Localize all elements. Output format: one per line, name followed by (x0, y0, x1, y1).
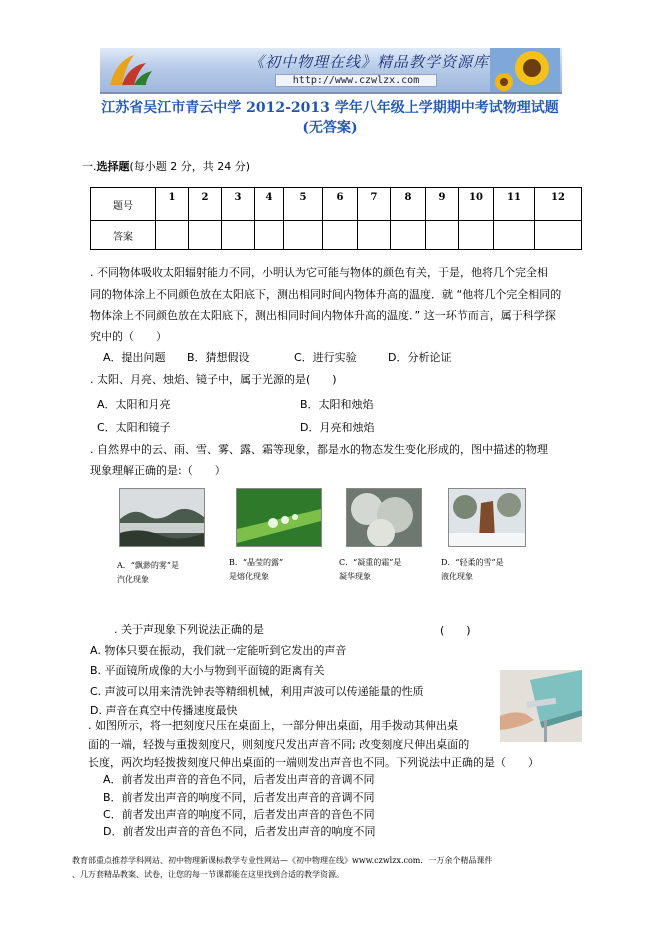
answer-cell[interactable] (255, 221, 284, 250)
answer-cell[interactable] (535, 221, 582, 250)
table-number: 10 (459, 188, 494, 221)
q4-option-a[interactable]: A. 物体只要在振动，我们就一定能听到它发出的声音 (90, 644, 347, 657)
answer-table (90, 187, 582, 250)
caption-c (339, 556, 439, 584)
table-row-answers (91, 221, 582, 250)
q4-stem: . 关于声现象下列说法正确的是 (114, 623, 264, 636)
table-head-number: 题号 (91, 188, 156, 221)
q1-option-c[interactable]: C．进行实验 (294, 351, 357, 364)
site-logo-icon (104, 51, 156, 89)
section-note: (每小题 2 分，共 24 分) (129, 160, 251, 173)
table-number: 3 (222, 188, 255, 221)
table-number: 5 (284, 188, 323, 221)
q1-option-b[interactable]: B．猜想假设 (187, 351, 250, 364)
section-prefix: 一. (82, 160, 97, 173)
answer-cell[interactable] (391, 221, 426, 250)
caption-a-line2: 汽化现象 (117, 575, 149, 584)
q4-paren: ( ) (440, 624, 471, 637)
q1-option-d[interactable]: D．分析论证 (388, 351, 452, 364)
answer-cell[interactable] (156, 221, 189, 250)
q2-option-c[interactable]: C．太阳和镜子 (97, 421, 171, 434)
table-number: 12 (535, 188, 582, 221)
answer-cell[interactable] (494, 221, 535, 250)
answer-cell[interactable] (222, 221, 255, 250)
caption-d (441, 556, 541, 584)
caption-a-line1[interactable]: A．“飘渺的雾”是 (117, 561, 179, 570)
q1-line: 究中的（ ） (90, 330, 167, 343)
table-number: 4 (255, 188, 284, 221)
caption-b (229, 556, 329, 584)
q2-option-b[interactable]: B．太阳和烛焰 (300, 398, 374, 411)
table-number: 6 (323, 188, 358, 221)
caption-d-line2: 液化现象 (441, 572, 473, 581)
caption-c-line2: 凝华现象 (339, 572, 371, 581)
answer-cell[interactable] (426, 221, 459, 250)
q4-option-c[interactable]: C. 声波可以用来清洗钟表等精细机械，利用声波可以传递能量的性质 (90, 685, 424, 698)
table-number: 1 (156, 188, 189, 221)
table-row-numbers (91, 188, 582, 221)
q3-line: . 自然界中的云、雨、雪、雾、露、霜等现象，都是水的物态发生变化形成的，图中描述的物理 (90, 443, 548, 456)
footer-line2: 、几万套精品教案、试卷，让您的每一节课都能在这里找到合适的教学资源。 (72, 870, 344, 879)
q2-stem: . 太阳、月亮、烛焰、镜子中，属于光源的是( ) (90, 373, 337, 386)
answer-cell[interactable] (284, 221, 323, 250)
table-number: 2 (189, 188, 222, 221)
answer-cell[interactable] (459, 221, 494, 250)
caption-a (117, 559, 217, 587)
q1-line: . 不同物体吸收太阳辐射能力不同，小明认为它可能与物体的颜色有关，于是，他将几个完全相 (90, 266, 548, 279)
q4-option-d[interactable]: D. 声音在真空中传播速度最快 (90, 704, 238, 717)
document-title: 江苏省吴江市青云中学 2012-2013 学年八年级上学期期中考试物理试题 (101, 100, 559, 116)
fog-photo (119, 488, 205, 547)
q4-option-b[interactable]: B. 平面镜所成像的大小与物到平面镜的距离有关 (90, 664, 325, 677)
table-number: 9 (426, 188, 459, 221)
document-subtitle: (无答案) (302, 120, 358, 136)
q5-option-a[interactable]: A．前者发出声音的音色不同，后者发出声音的音调不同 (103, 773, 375, 786)
table-head-answer: 答案 (91, 221, 156, 250)
frost-photo (346, 488, 422, 547)
snow-photo (448, 488, 526, 547)
sunflower-icon (490, 48, 560, 92)
table-number: 8 (391, 188, 426, 221)
caption-b-line2: 是熔化现象 (229, 572, 269, 581)
q1-line: 同的物体涂上不同颜色放在太阳底下，测出相同时间内物体升高的温度．就 “他将几个完全相同的 (90, 288, 562, 301)
q5-option-b[interactable]: B．前者发出声音的响度不同，后者发出声音的音调不同 (103, 791, 375, 804)
q5-line: 长度，两次均轻拨拨刻度尺伸出桌面的一端则发出声音也不同。下列说法中正确的是（ ） (88, 756, 539, 769)
q2-option-d[interactable]: D．月亮和烛焰 (300, 421, 375, 434)
q5-option-d[interactable]: D．前者发出声音的音色不同，后者发出声音的响度不同 (103, 825, 376, 838)
answer-cell[interactable] (189, 221, 222, 250)
table-number: 7 (358, 188, 391, 221)
ruler-photo (500, 670, 582, 742)
caption-d-line1[interactable]: D．“轻柔的雪”是 (441, 558, 504, 567)
answer-cell[interactable] (323, 221, 358, 250)
caption-b-line1[interactable]: B．“晶莹的露” (229, 558, 284, 567)
q5-line: . 如图所示，将一把刻度尺压在桌面上，一部分伸出桌面，用手拨动其伸出桌 (88, 719, 458, 732)
dew-photo (236, 488, 322, 547)
section-heading (82, 158, 250, 174)
answer-cell[interactable] (358, 221, 391, 250)
q2-option-a[interactable]: A．太阳和月亮 (97, 398, 171, 411)
q3-line: 现象理解正确的是:（ ） (90, 464, 226, 477)
header-banner (100, 48, 562, 94)
banner-title: 《初中物理在线》精品教学资源库 (248, 53, 489, 71)
q5-option-c[interactable]: C．前者发出声音的响度不同，后者发出声音的音色不同 (103, 808, 375, 821)
footer-line1: 教育部重点推荐学科网站、初中物理新课标教学专业性网站—《初中物理在线》www.czwlzx.com．一万余个精品课件 (72, 856, 493, 865)
section-name: 选择题 (96, 160, 130, 173)
q5-line: 面的一端，轻拨与重拨刻度尺，则刻度尺发出声音不同; 改变刻度尺伸出桌面的 (88, 738, 470, 751)
q1-option-a[interactable]: A．提出问题 (103, 351, 166, 364)
q1-line: 物体涂上不同颜色放在太阳底下，测出相同时间内物体升高的温度．” 这一环节而言，属于科学探 (90, 309, 556, 322)
banner-url[interactable]: http://www.czwlzx.com (275, 74, 437, 87)
table-number: 11 (494, 188, 535, 221)
caption-c-line1[interactable]: C．“凝重的霜”是 (339, 558, 402, 567)
